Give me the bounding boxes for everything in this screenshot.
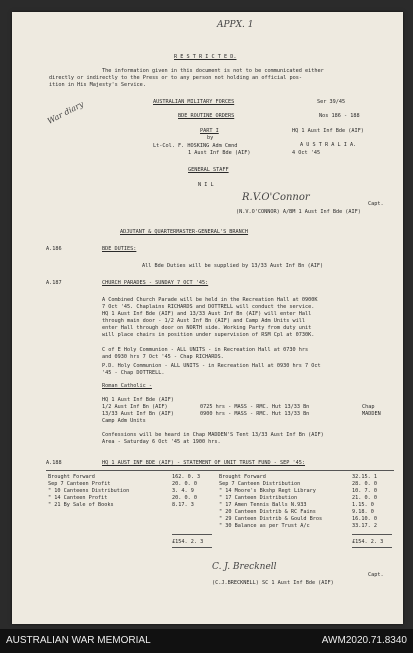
fund-right-label: " 14 Moore's Bkshp Regt Library bbox=[219, 488, 316, 494]
nil-text: N I L bbox=[198, 182, 214, 188]
fund-right-label: " 17 Canteen Distribution bbox=[219, 495, 298, 501]
force-heading: AUSTRALIAN MILITARY FORCES bbox=[153, 99, 235, 105]
commander-line: Lt-Col. F. HOSKING Adm Cmnd bbox=[153, 143, 238, 149]
brigade-line: 1 Aust Inf Bde (AIF) bbox=[188, 150, 251, 156]
orders-heading: BDE ROUTINE ORDERS bbox=[178, 113, 235, 119]
item-number-a186: A.186 bbox=[46, 246, 62, 252]
fund-left-total: £154. 2. 3 bbox=[172, 539, 204, 545]
war-diary-annotation: War diary bbox=[46, 99, 86, 126]
church-para-line: enter Hall through door on NORTH side. Working Party from duty unit bbox=[102, 325, 312, 331]
item-number-a188: A.188 bbox=[46, 460, 62, 466]
c-of-e-line: and 0930 hrs 7 Oct '45 - Chap RICHARDS. bbox=[102, 354, 224, 360]
fund-left-label: " 21 By Sale of Books bbox=[48, 502, 114, 508]
classification: R E S T R I C T E D. bbox=[174, 54, 237, 60]
item-number-a187: A.187 bbox=[46, 280, 62, 286]
date-line: 4 Oct '45 bbox=[292, 150, 321, 156]
fund-left-amount: 162. 0. 3 bbox=[172, 474, 201, 480]
rc-unit: 1/2 Aust Inf Bn (AIF) bbox=[102, 404, 168, 410]
fund-table-top-rule bbox=[46, 470, 394, 471]
staff-signature: R.V.O'Connor bbox=[242, 192, 310, 203]
fund-right-amount: 33.17. 2 bbox=[352, 523, 377, 529]
item-text-a186: All Bde Duties will be supplied by 13/33 Aust Inf Bn (AIF) bbox=[142, 263, 324, 269]
bottom-signature-rank: Capt. bbox=[368, 572, 384, 578]
fund-left-double-rule bbox=[172, 547, 212, 548]
fund-right-label: " 29 Canteen Distrib & Gould Bros bbox=[219, 516, 323, 522]
pd-line: P.D. Holy Communion - ALL UNITS - in Recreation Hall at 0930 hrs 7 Oct bbox=[102, 363, 321, 369]
notice-line-3: ition in His Majesty's Service. bbox=[49, 82, 146, 88]
rc-unit: Camp Adm Units bbox=[102, 418, 146, 424]
rc-unit: HQ 1 Aust Inf Bde (AIF) bbox=[102, 397, 174, 403]
church-para-line: HQ 1 Aust Inf Bde (AIF) and 13/33 Aust Inf Bn (AIF) will enter Hall bbox=[102, 311, 312, 317]
fund-right-label: " 17 Amen Tennis Balls N.933 bbox=[219, 502, 307, 508]
fund-right-label: Sep 7 Canteen Distribution bbox=[219, 481, 301, 487]
signature-name: (N.V.O'CONNOR) A/BM 1 Aust Inf Bde (AIF) bbox=[236, 209, 361, 215]
item-title-a187: CHURCH PARADES - SUNDAY 7 OCT '45: bbox=[102, 280, 209, 286]
item-title-a186: BDE DUTIES: bbox=[102, 246, 137, 252]
by-line: by bbox=[207, 135, 214, 141]
church-para-line: through main door - 1/2 Aust Inf Bn (AIF) and Camp Adm Units will bbox=[102, 318, 306, 324]
fund-left-total-rule bbox=[172, 534, 212, 535]
rc-time: 0725 hrs - MASS - RMC. Hut 13/33 Bn bbox=[200, 404, 310, 410]
part-heading: PART I bbox=[200, 128, 219, 134]
fund-right-total: £154. 2. 3 bbox=[352, 539, 384, 545]
order-numbers: Nos 186 - 188 bbox=[319, 113, 360, 119]
fund-left-label: " 10 Canteens Distribution bbox=[48, 488, 130, 494]
general-staff-heading: GENERAL STAFF bbox=[188, 167, 229, 173]
branch-heading: ADJUTANT & QUARTERMASTER-GENERAL'S BRANCH bbox=[120, 229, 249, 235]
signature-rank: Capt. bbox=[368, 201, 384, 207]
footer-accession-number: AWM2020.71.8340 bbox=[321, 635, 407, 646]
roman-catholic-heading: Roman Catholic - bbox=[102, 383, 152, 389]
item-title-a188: HQ 1 AUST INF BDE (AIF) - STATEMENT OF UNIT TRUST FUND - SEP '45: bbox=[102, 460, 306, 466]
rc-chaplain: MADDEN bbox=[362, 411, 381, 417]
fund-right-amount: 32.15. 1 bbox=[352, 474, 377, 480]
fund-left-amount: 8.17. 3 bbox=[172, 502, 194, 508]
fund-right-total-rule bbox=[352, 534, 392, 535]
fund-right-label: Brought Forward bbox=[219, 474, 266, 480]
fund-left-amount: 20. 0. 0 bbox=[172, 481, 197, 487]
notice-line-2: directly or indirectly to the Press or to any person not holding an official pos- bbox=[49, 75, 302, 81]
fund-right-label: " 20 Canteen Distrib & RC Fains bbox=[219, 509, 316, 515]
appendix-annotation: APPX. 1 bbox=[217, 20, 254, 30]
church-para-line: will place chairs in position under supervision of RSM Cpl at 0730K. bbox=[102, 332, 315, 338]
fund-right-amount: 16.10. 0 bbox=[352, 516, 377, 522]
rc-unit: 13/33 Aust Inf Bn (AIF) bbox=[102, 411, 174, 417]
footer-institution: AUSTRALIAN WAR MEMORIAL bbox=[6, 635, 151, 646]
notice-line-1: The information given in this document is not to be communicated either bbox=[102, 68, 324, 74]
fund-left-label: Sep 7 Canteen Profit bbox=[48, 481, 111, 487]
fund-left-amount: 20. 0. 0 bbox=[172, 495, 197, 501]
hq-line: HQ 1 Aust Inf Bde (AIF) bbox=[292, 128, 364, 134]
bottom-signature-name: (C.J.BRECKNELL) SC 1 Aust Inf Bde (AIF) bbox=[212, 580, 334, 586]
pd-line: '45 - Chap DOTTRELL. bbox=[102, 370, 165, 376]
fund-right-amount: 28. 0. 0 bbox=[352, 481, 377, 487]
archive-footer bbox=[0, 629, 413, 653]
rc-chaplain: Chap bbox=[362, 404, 375, 410]
church-para-line: 7 Oct '45. Chaplains RICHARDS and DOTTRELL will conduct the service. bbox=[102, 304, 315, 310]
confessions-line: Confessions will be heard in Chap MADDEN'S Tent 13/33 Aust Inf Bn (AIF) bbox=[102, 432, 324, 438]
country-line: A U S T R A L I A. bbox=[300, 142, 357, 148]
serial-number: Ser 39/45 bbox=[317, 99, 346, 105]
church-para-line: A Combined Church Parade will be held in the Recreation Hall at 0900K bbox=[102, 297, 318, 303]
fund-right-amount: 9.18. 0 bbox=[352, 509, 374, 515]
fund-left-label: " 14 Canteen Profit bbox=[48, 495, 108, 501]
fund-right-label: " 30 Balance as per Trust A/c bbox=[219, 523, 310, 529]
fund-left-label: Brought Forward bbox=[48, 474, 95, 480]
fund-right-double-rule bbox=[352, 547, 392, 548]
confessions-line: Area - Saturday 6 Oct '45 at 1900 hrs. bbox=[102, 439, 221, 445]
fund-right-amount: 1.15. 0 bbox=[352, 502, 374, 508]
rc-time: 0900 hrs - MASS - RMC. Hut 13/33 Bn bbox=[200, 411, 310, 417]
c-of-e-line: C of E Holy Communion - ALL UNITS - in Recreation Hall at 0730 hrs bbox=[102, 347, 309, 353]
fund-left-amount: 3. 4. 9 bbox=[172, 488, 194, 494]
bottom-signature: C. J. Brecknell bbox=[212, 562, 277, 572]
document-page bbox=[12, 12, 403, 624]
fund-right-amount: 10. 7. 0 bbox=[352, 488, 377, 494]
fund-right-amount: 21. 0. 0 bbox=[352, 495, 377, 501]
